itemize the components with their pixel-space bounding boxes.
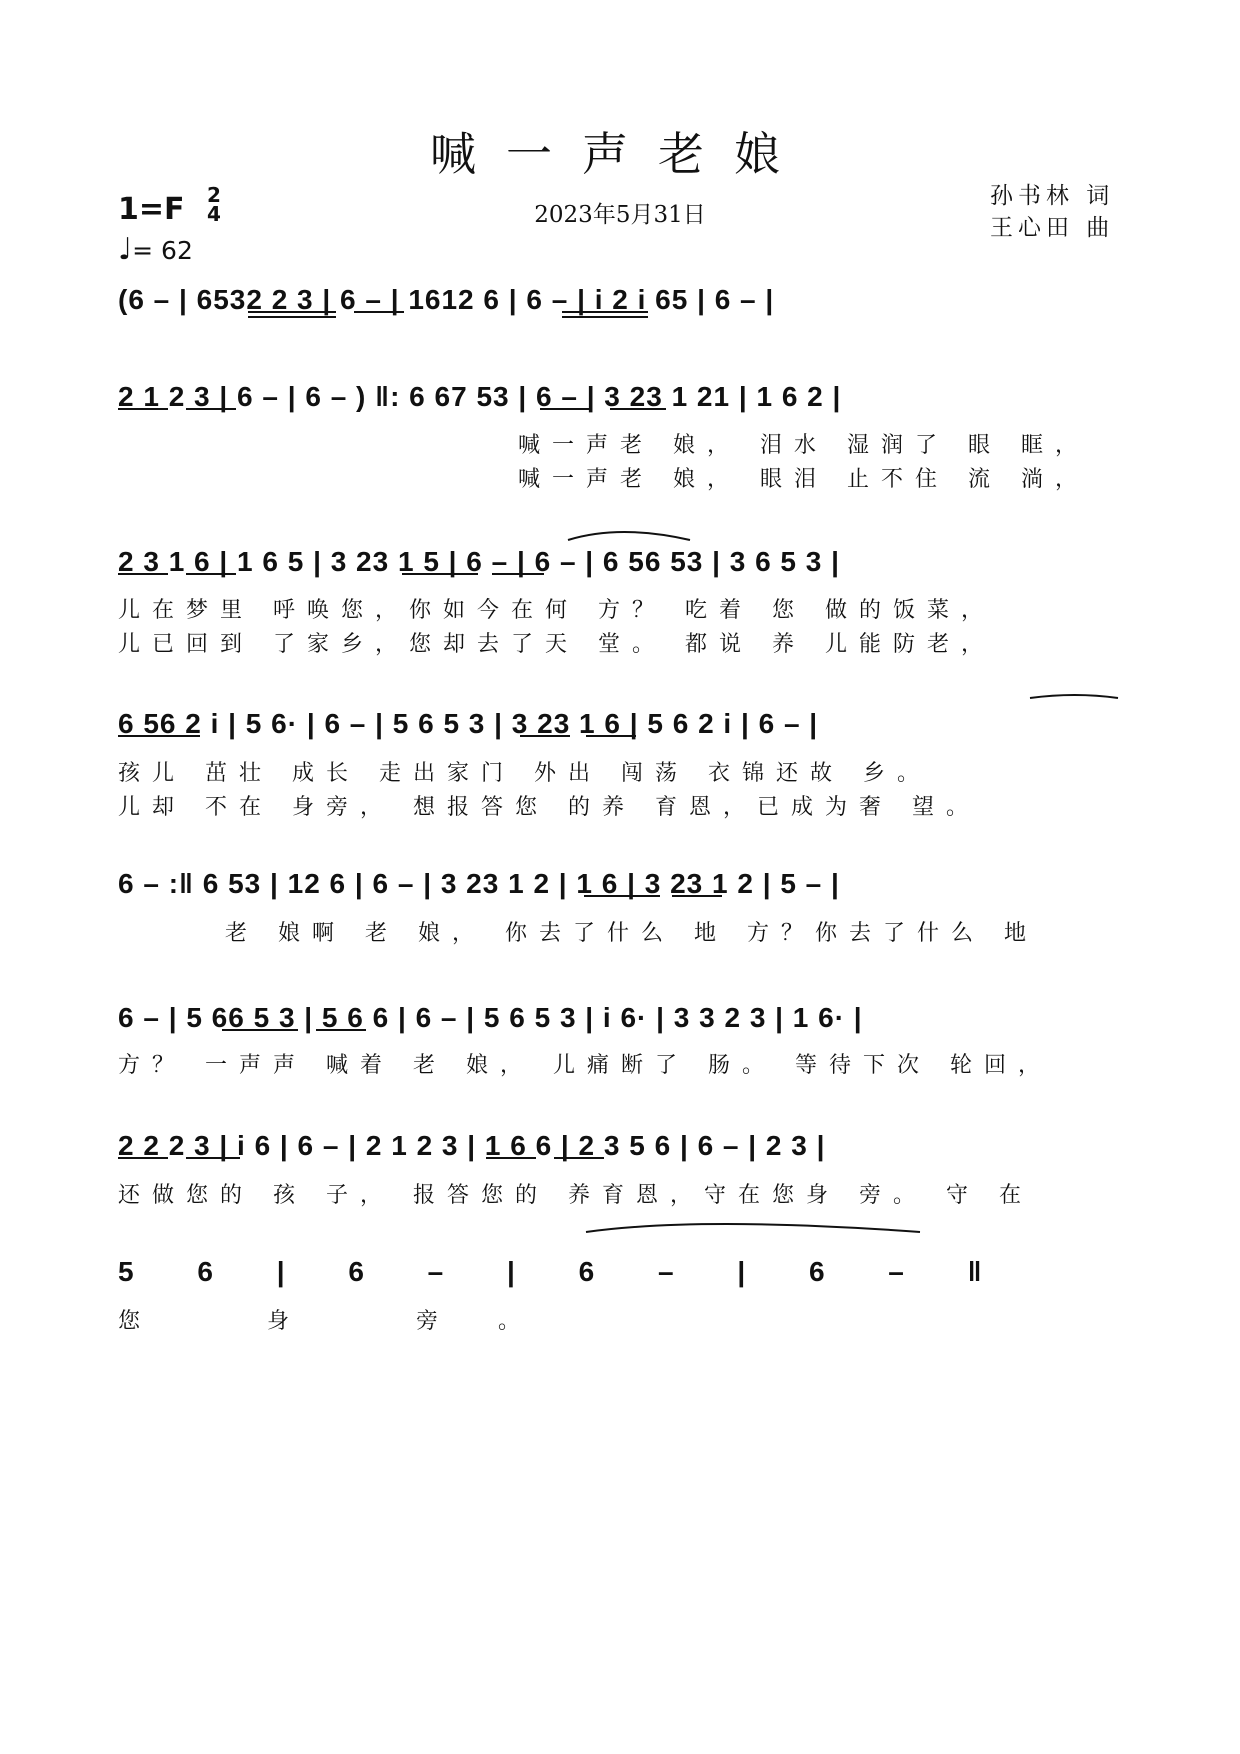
lyrics-line-2-verse-1: 喊一声老 娘， 泪水 湿润了 眼 眶， bbox=[518, 433, 1089, 458]
tempo-value: = 62 bbox=[132, 236, 193, 265]
music-line-5: 6 – :‖ 6 53 | 12 6 | 6 – | 3 23 1 2 | 1 6 | 3 23 1 2 | 5 – | bbox=[118, 868, 840, 899]
music-line-4: 6 56 2 i | 5 6· | 6 – | 5 6 5 3 | 3 23 1 6 | 5 6 2 i | 6 – | bbox=[118, 708, 819, 739]
music-line-6: 6 – | 5 66 5 3 | 5 6 6 | 6 – | 5 6 5 3 | i 6· | 3 3 2 3 | 1 6· | bbox=[118, 1002, 863, 1033]
music-line-1: (6 – | 6532 2 3 | 6 – | 1612 6 | 6 – | i 2 i 65 | 6 – | bbox=[118, 284, 775, 315]
quarter-note-icon: ♩ bbox=[118, 232, 133, 267]
lyricist: 孙书林 词 bbox=[990, 183, 1115, 209]
lyrics-line-2-verse-2: 喊一声老 娘， 眼泪 止不住 流 淌， bbox=[518, 467, 1089, 492]
lyrics-line-5: 老 娘啊 老 娘， 你去了什么 地 方？你去了什么 地 bbox=[225, 921, 1038, 946]
lyrics-line-3-verse-1: 儿在梦里 呼唤您，你如今在何 方？ 吃着 您 做的饭菜， bbox=[118, 598, 995, 623]
lyrics-line-4-verse-2: 儿却 不在 身旁， 想报答您 的养 育恩，已成为奢 望。 bbox=[118, 795, 980, 820]
lyrics-line-4-verse-1: 孩儿 茁壮 成长 走出家门 外出 闯荡 衣锦还故 乡。 bbox=[118, 761, 931, 786]
tie-arc bbox=[568, 532, 690, 540]
time-signature-top: 2 bbox=[207, 183, 221, 207]
music-line-8: 5 6 | 6 – | 6 – | 6 – ‖ bbox=[118, 1256, 1010, 1287]
music-line-7: 2 2 2 3 | i 6 | 6 – | 2 1 2 3 | 1 6 6 | 2 3 5 6 | 6 – | 2 3 | bbox=[118, 1130, 826, 1161]
composer: 王心田 曲 bbox=[990, 215, 1115, 241]
lyrics-line-3-verse-2: 儿已回到 了家乡，您却去了天 堂。 都说 养 儿能防老， bbox=[118, 632, 995, 657]
lyrics-line-6: 方？ 一声声 喊着 老 娘， 儿痛断了 肠。 等待下次 轮回， bbox=[118, 1053, 1052, 1078]
music-line-2: 2 1 2 3 | 6 – | 6 – ) ‖: 6 67 53 | 6 – | 3 23 1 21 | 1 6 2 | bbox=[118, 381, 842, 412]
lyrics-line-8: 您 身 旁。 bbox=[118, 1309, 580, 1334]
composition-date: 2023年5月31日 bbox=[534, 202, 706, 228]
time-signature-bottom: 4 bbox=[207, 202, 221, 226]
tie-arc bbox=[1030, 695, 1118, 698]
song-title: 喊一声老娘 bbox=[430, 127, 810, 181]
key-signature: 1=F bbox=[118, 192, 185, 227]
tie-arc bbox=[586, 1224, 920, 1232]
lyrics-line-7: 还做您的 孩 子， 报答您的 养育恩，守在您身 旁。 守 在 bbox=[118, 1183, 1033, 1208]
music-line-3: 2 3 1 6 | 1 6 5 | 3 23 1 5 | 6 – | 6 – | 6 56 53 | 3 6 5 3 | bbox=[118, 546, 840, 577]
